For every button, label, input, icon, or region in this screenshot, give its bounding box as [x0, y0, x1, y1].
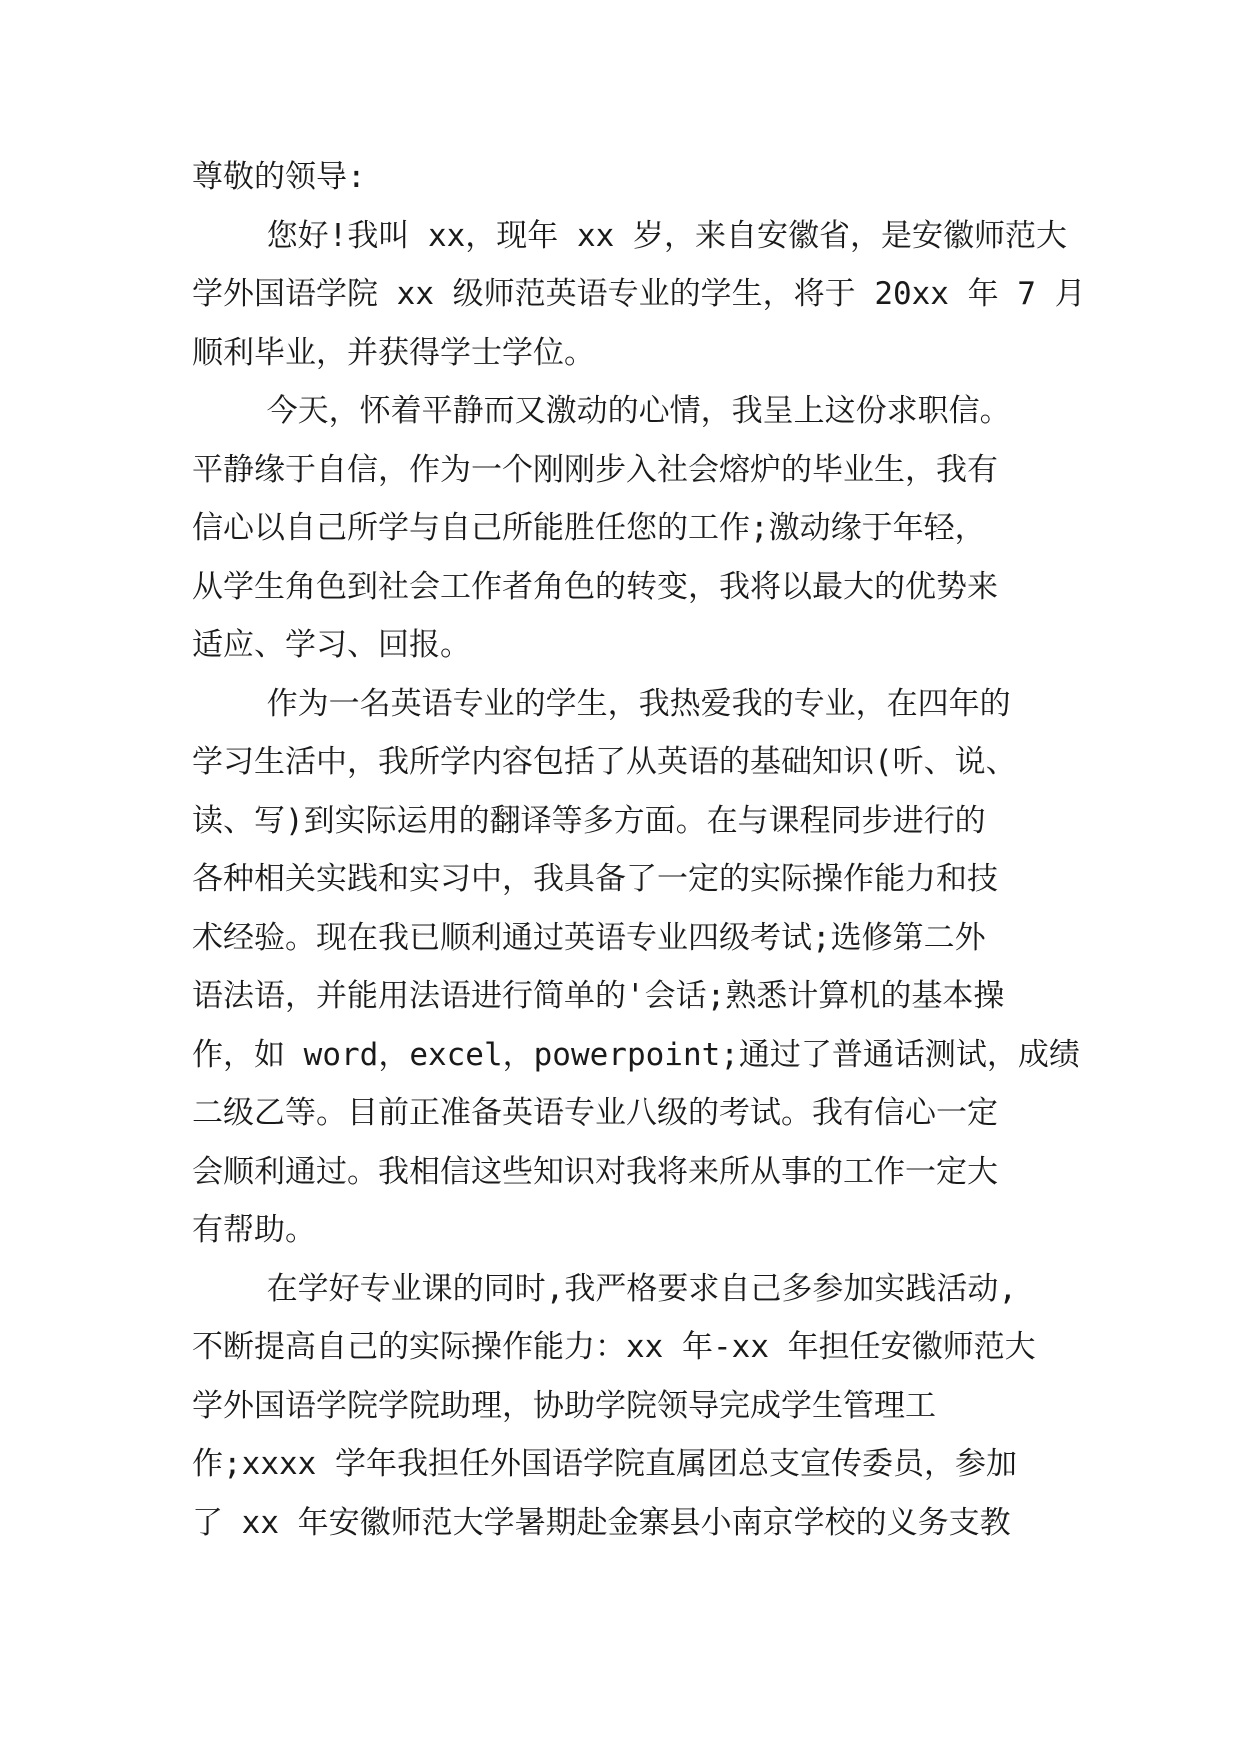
text-line: 作为一名英语专业的学生，我热爱我的专业，在四年的: [192, 685, 1011, 722]
text-line: 不断提高自己的实际操作能力：xx 年-xx 年担任安徽师范大: [192, 1329, 1036, 1365]
text-line: 今天，怀着平静而又激动的心情，我呈上这份求职信。: [192, 393, 1011, 429]
text-line: 各种相关实践和实习中，我具备了一定的实际操作能力和技: [192, 861, 998, 897]
text-line: 顺利毕业，并获得学士学位。: [192, 334, 595, 371]
text-line: 了 xx 年安徽师范大学暑期赴金寨县小南京学校的义务支教: [192, 1504, 1011, 1541]
text-line: 会顺利通过。我相信这些知识对我将来所从事的工作一定大: [192, 1153, 998, 1190]
text-line: 从学生角色到社会工作者角色的转变，我将以最大的优势来: [192, 568, 998, 605]
text-line: 作;xxxx 学年我担任外国语学院直属团总支宣传委员，参加: [192, 1446, 1017, 1482]
text-line: 术经验。现在我已顺利通过英语专业四级考试;选修第二外: [192, 919, 986, 956]
text-line: 读、写)到实际运用的翻译等多方面。在与课程同步进行的: [192, 802, 986, 839]
text-line: 二级乙等。目前正准备英语专业八级的考试。我有信心一定: [192, 1095, 998, 1131]
text-line: 有帮助。: [192, 1212, 316, 1248]
text-line: 信心以自己所学与自己所能胜任您的工作;激动缘于年轻，: [192, 510, 986, 546]
text-line: 学习生活中，我所学内容包括了从英语的基础知识(听、说、: [192, 744, 1017, 780]
text-line: 作，如 word，excel，powerpoint;通过了普通话测试，成绩: [192, 1036, 1080, 1073]
salutation-line: 尊敬的领导:: [192, 159, 366, 195]
text-line: 语法语，并能用法语进行简单的'会话;熟悉计算机的基本操: [192, 978, 1005, 1014]
text-line: 在学好专业课的同时,我严格要求自己多参加实践活动,: [192, 1270, 1017, 1307]
text-line: 平静缘于自信，作为一个刚刚步入社会熔炉的毕业生，我有: [192, 451, 998, 488]
letter-body: [192, 148, 1086, 1552]
text-line: 适应、学习、回报。: [192, 627, 471, 663]
text-line: 您好!我叫 xx，现年 xx 岁，来自安徽省，是安徽师范大: [192, 217, 1067, 254]
text-line: 学外国语学院学院助理，协助学院领导完成学生管理工: [192, 1387, 936, 1424]
text-line: 学外国语学院 xx 级师范英语专业的学生，将于 20xx 年 7 月: [192, 276, 1086, 312]
